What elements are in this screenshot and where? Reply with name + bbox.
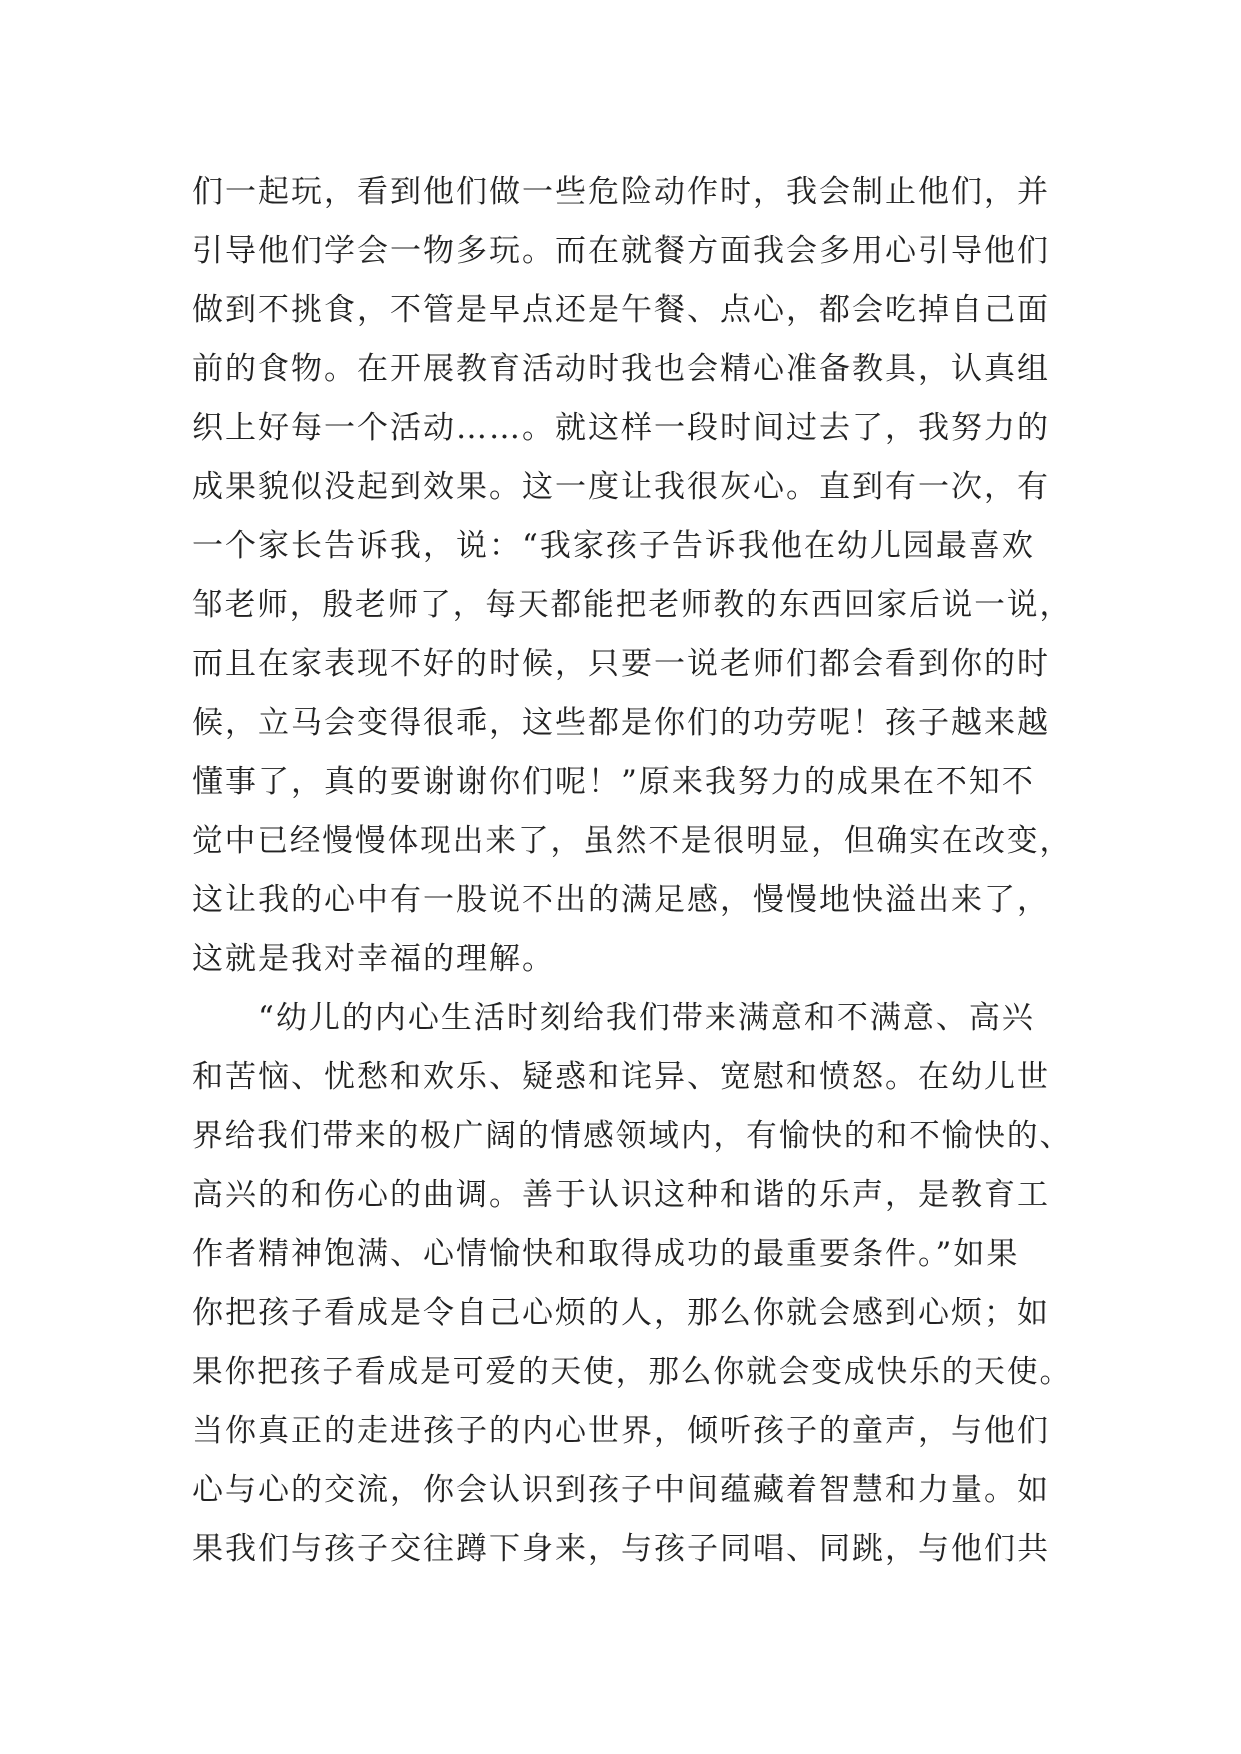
text-line: 这让我的心中有一股说不出的满足感，慢慢地快溢出来了， <box>192 882 1050 918</box>
body-text <box>192 163 1072 1579</box>
text-line: 候，立马会变得很乖，这些都是你们的功劳呢！孩子越来越 <box>192 705 1050 741</box>
text-line: 邹老师，殷老师了，每天都能把老师教的东西回家后说一说， <box>192 587 1073 623</box>
text-line: 一个家长告诉我，说：“我家孩子告诉我他在幼儿园最喜欢 <box>192 528 1035 564</box>
text-line: 高兴的和伤心的曲调。善于认识这种和谐的乐声，是教育工 <box>192 1177 1050 1213</box>
text-line: 成果貌似没起到效果。这一度让我很灰心。直到有一次，有 <box>192 469 1050 505</box>
text-line: “幼儿的内心生活时刻给我们带来满意和不满意、高兴 <box>258 1000 1035 1036</box>
text-line: 而且在家表现不好的时候，只要一说老师们都会看到你的时 <box>192 646 1050 682</box>
paragraph-2 <box>192 989 1072 1579</box>
text-line: 心与心的交流，你会认识到孩子中间蕴藏着智慧和力量。如 <box>192 1472 1050 1508</box>
text-line: 这就是我对幸福的理解。 <box>192 941 555 977</box>
text-line: 引导他们学会一物多玩。而在就餐方面我会多用心引导他们 <box>192 233 1050 269</box>
text-line: 你把孩子看成是令自己心烦的人，那么你就会感到心烦；如 <box>192 1295 1050 1331</box>
text-line: 做到不挑食，不管是早点还是午餐、点心，都会吃掉自己面 <box>192 292 1050 328</box>
text-line: 前的食物。在开展教育活动时我也会精心准备教具，认真组 <box>192 351 1050 387</box>
text-line: 当你真正的走进孩子的内心世界，倾听孩子的童声，与他们 <box>192 1413 1050 1449</box>
text-line: 作者精神饱满、心情愉快和取得成功的最重要条件。”如果 <box>192 1236 1020 1272</box>
paragraph-1 <box>192 163 1072 989</box>
text-line: 界给我们带来的极广阔的情感领域内，有愉快的和不愉快的、 <box>192 1118 1073 1154</box>
text-line: 织上好每一个活动……。就这样一段时间过去了，我努力的 <box>192 410 1050 446</box>
text-line: 果你把孩子看成是可爱的天使，那么你就会变成快乐的天使。 <box>192 1354 1073 1390</box>
text-line: 觉中已经慢慢体现出来了，虽然不是很明显，但确实在改变， <box>192 823 1073 859</box>
text-line: 和苦恼、忧愁和欢乐、疑惑和诧异、宽慰和愤怒。在幼儿世 <box>192 1059 1050 1095</box>
text-line: 懂事了，真的要谢谢你们呢！”原来我努力的成果在不知不 <box>192 764 1035 800</box>
text-line: 们一起玩，看到他们做一些危险动作时，我会制止他们，并 <box>192 174 1050 210</box>
text-line: 果我们与孩子交往蹲下身来，与孩子同唱、同跳，与他们共 <box>192 1531 1050 1567</box>
